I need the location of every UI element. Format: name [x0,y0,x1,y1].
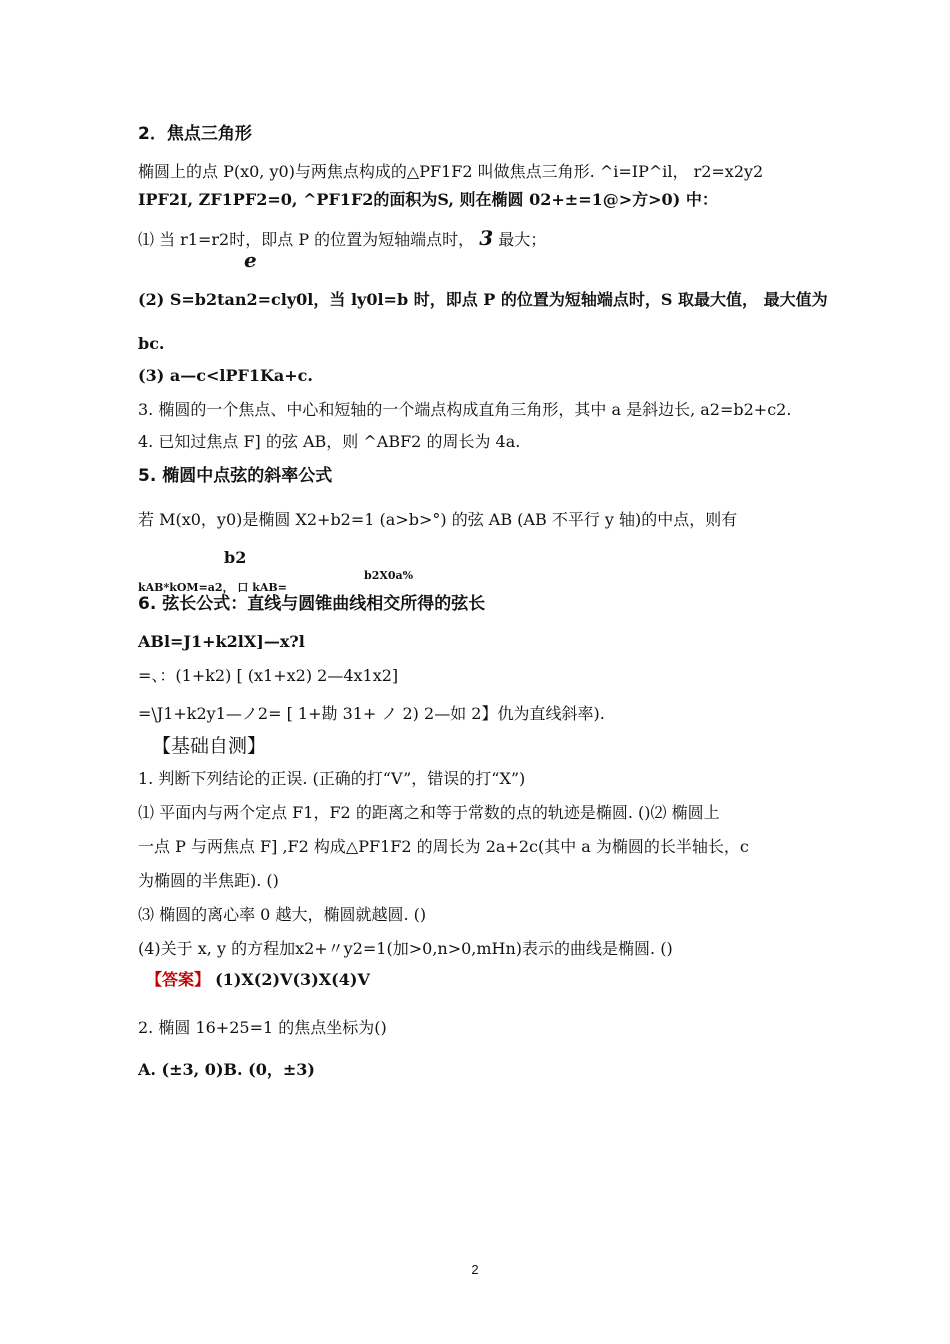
text-segment: ⑴ 当 r1=r2时，即点 P 的位置为短轴端点时， [138,230,475,249]
text-line: ⑶ 椭圆的离心率 0 越大，椭圆就越圆. () [138,905,427,924]
text-line: 3. 椭圆的一个焦点、中心和短轴的一个端点构成直角三角形，其中 a 是斜边长, a2=b2+c2. [138,400,792,419]
answer-line [146,970,370,990]
text-line: 4. 已知过焦点 F] 的弦 AB，则 ^ABF2 的周长为 4a. [138,432,521,451]
text-line: bc. [138,334,165,353]
text-line: 1. 判断下列结论的正误. (正确的打“V”，错误的打“X”) [138,769,526,788]
text-line: 椭圆上的点 P(x0, y0)与两焦点构成的△PF1F2 叫做焦点三角形. ^i=IP^il， r2=x2y2 [138,162,764,181]
text-line: =、：(1+k2) [ (x1+x2) 2—4x1x2] [138,666,399,685]
answer-text: (1)X(2)V(3)X(4)V [215,970,370,989]
page-number: 2 [471,1262,479,1277]
text-line: (4)关于 x, y 的方程加x2+〃y2=1(加>0,n>0,mHn)表示的曲线是椭圆. () [138,939,673,958]
text-line: (2) S=b2tan2=cly0l，当 ly0l=b 时，即点 P 的位置为短轴端点时，S 取最大值， 最大值为 [138,290,828,309]
text-line [138,228,546,250]
heading-chord-length: 6. 弦长公式：直线与圆锥曲线相交所得的弦长 [138,594,486,614]
text-line: 若 M(x0，y0)是椭圆 X2+b2=1 (a>b>°) 的弦 AB (AB 不平行 y 轴)的中点，则有 [138,510,738,529]
text-segment: 最大； [498,230,547,249]
text-line: =\J1+k2y1—ノ2= [ 1+勘 31+ ノ 2) 2—如 2】仇为直线斜率). [138,704,605,723]
text-line: IPF2I, ZF1PF2=0, ^PF1F2的面积为S, 则在椭圆 02+±=1@>方>0) 中： [138,190,718,209]
text-line: ⑴ 平面内与两个定点 F1，F2 的距离之和等于常数的点的轨迹是椭圆. ()⑵ 椭圆上 [138,803,720,822]
symbol: 3 [479,226,494,250]
text-line: 为椭圆的半焦距). () [138,871,279,890]
text-line: 2. 椭圆 16+25=1 的焦点坐标为() [138,1018,387,1037]
heading-midpoint-chord: 5. 椭圆中点弦的斜率公式 [138,466,333,486]
text-line: ABl=J1+k2lX]—x?l [138,632,305,651]
text-line: 一点 P 与两焦点 F] ,F2 构成△PF1F2 的周长为 2a+2c(其中 a 为椭圆的长半轴长，c [138,837,749,856]
formula-fragment: b2X0a% [364,569,414,582]
text-line: A. (±3, 0)B. (0，±3) [138,1060,315,1079]
text-line: (3) a—c<lPF1Ka+c. [138,366,313,385]
symbol: e [244,248,257,272]
formula-fragment: b2 [224,548,247,567]
formula-fragment: kAB*kOM=a2， 口 kAB= [138,581,287,594]
answer-label: 【答案】 [146,970,211,989]
section-title-basic-test: 【基础自测】 [152,735,267,757]
heading-focal-triangle: 2．焦点三角形 [138,124,252,144]
